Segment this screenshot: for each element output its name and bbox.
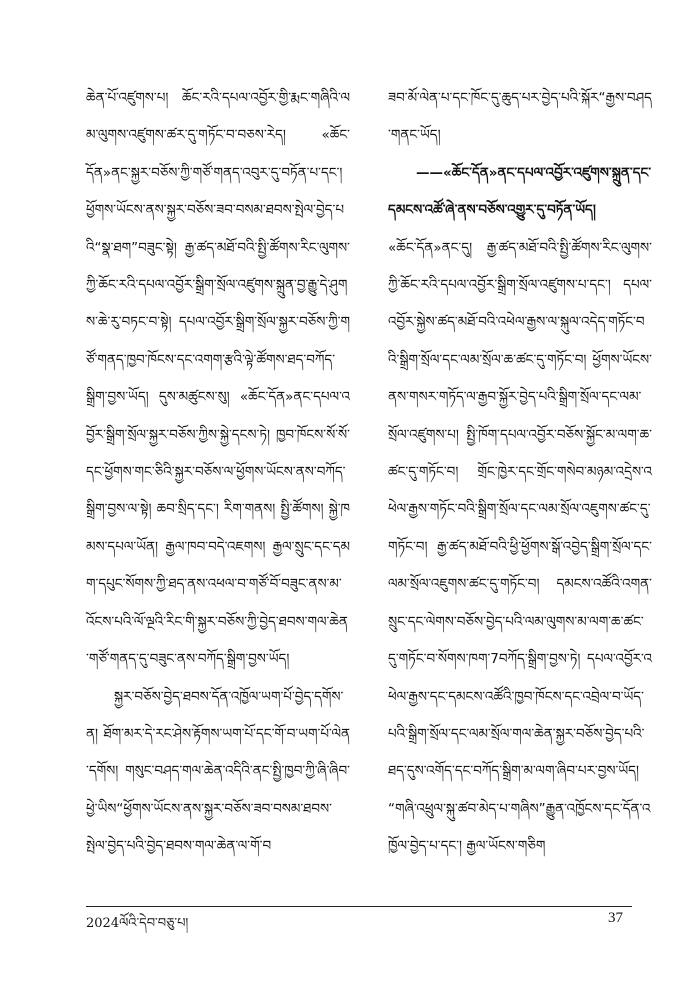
body-paragraph: «ཆོང་དོན»ནང་དུ། རྒྱ་ཚད་མཐོ་བའི་སྤྱི་ཚོགས་རིང་ལུགས་ཀྱི་ཆོང་རའི་དཔལ་འབྱོར་སྒྲིག་སྲོལ་འཛུགས་པ་དང་། དཔལ་འབྱོར་སྐྱེས་ཚད་མཐོ་བའི་འཕེལ་རྒྱས་ལ་སྐུལ་འདེད་གཏོང་བའི་སྒྲིག་སྲོལ་དང་ལམ་སྲོལ་ཆ་ཚང་དུ་གཏོང་བ། ཕྱོགས་ཡོངས་ནས་གསར་གཏོད་ལ་རྒྱབ་སྐྱོར་བྱེད་པའི་སྒྲིག་སྲོལ་དང་ལམ་སྲོལ་འཛུགས་པ། སྤྱི་ཁོག་དཔལ་འབྱོར་བཅོས་སྐྱོང་མ་ལག་ཆ་ཚང་དུ་གཏོང་བ། གྲོང་ཁྱེར་དང་གྲོང་གསེབ་མཉམ་འདྲེས་འཕེལ་རྒྱས་གཏོང་བའི་སྒྲིག་སྲོལ་དང་ལམ་སྲོལ་འཇུགས་ཚང་དུ་གཏོང་བ། རྒྱ་ཚད་མཐོ་བའི་ཕྱི་ཕྱོགས་སྒོ་འབྱེད་སྒྲིག་སྲོལ་དང་ལམ་སྲོལ་འཇུགས་ཚང་དུ་གཏོང་བ། དམངས་འཚོའི་འགན་སྲུང་དང་ལེགས་བཅོས་བྱེད་པའི་ལམ་ལུགས་མ་ལག་ཆ་ཚང་དུ་གཏོང་བ་སོགས་ཁག་7བཀོད་སྒྲིག་བྱས་ཏེ། དཔལ་འབྱོར་འཕེལ་རྒྱས་དང་དམངས་འཚོའི་ཁྱབ་ཁོངས་དང་འབྲེལ་བ་ཡོད་པའི་སྒྲིག་སྲོལ་དང་ལམ་སྲོལ་གལ་ཆེན་སྐྱར་བཅོས་བྱེད་པའི་ཐད་དུས་འགོད་དང་བཀོད་སྒྲིག་མ་ལག་ཞིབ་པར་བྱས་ཡོད། “གཞི་འཕྲུལ་སྐུ་ཚབ་མེད་པ་གཞིས”རྒྱུན་འཁྱོངས་དང་དོན་འཁྱོལ་བྱེད་པ་དང་། རྒྱལ་ཡོངས་གཅིག bbox=[388, 239, 652, 855]
body-paragraph: ཟབ་མོ་ལེན་པ་དང་ཁོང་དུ་ཆུད་པར་བྱེད་པའི་སྐོར“རྒྱས་བཤད་གནང་ཡོད། bbox=[388, 90, 652, 144]
section-heading: ——«ཆོང་དོན»ནང་དཔལ་འབྱོར་འཛུགས་སྐྲུན་དང་དམངས་འཚོ་ཞེ་ནས་བཅོས་འགྱུར་དུ་བཏོན་ཡོད། bbox=[388, 164, 652, 219]
body-paragraph: སྐྱར་བཅོས་བྱེད་ཐབས་དོན་འཁྱོལ་ཡག་པོ་བྱེད་དགོས་ན། ཐོག་མར་དེ་རང་ཤེས་རྟོགས་ཡག་པོ་དང་གོ་བ་ཡག་པོ་ལེན་དགོས། གསུང་བཤད་གལ་ཆེན་འདིའི་ནང་སྤྱི་ཁྱབ་ཀྱི་ཞི་ཞིབ་ཕྱེ་ཡིས“ཕྱོགས་ཡོངས་ནས་སྐྱར་བཅོས་ཟབ་བསམ་ཐབས་སྤེལ་བྱེད་པའི་བྱེད་ཐབས་གལ་ཆེན་ལ་གོ་བ bbox=[86, 688, 350, 855]
footer-issue-label: 2024ལོའི་དེབ་བཅུ་པ། bbox=[86, 916, 189, 931]
footer-rule bbox=[86, 906, 632, 907]
page-number: 37 bbox=[608, 910, 623, 926]
left-text-column bbox=[86, 80, 350, 866]
right-text-column bbox=[388, 80, 652, 866]
body-paragraph: ཆེན་པོ་འཛུགས་པ། ཆོང་རའི་དཔལ་འབྱོར་གྱི་རྨང་གཞིའི་ལམ་ལུགས་འཛུགས་ཚར་དུ་གཏོང་བ་བཅས་རེད། «ཆོང་དོན»ནང་སྐྱར་བཅོས་ཀྱི་གཙོ་གནད་འབུར་དུ་བཏོན་པ་དང་། ཕྱོགས་ཡོངས་ནས་སྐྱར་བཅོས་ཟབ་བསམ་ཐབས་སྤེལ་བྱེད་པའི“སྣ་ཐག”བཟུང་སྟེ། རྒྱ་ཚད་མཐོ་བའི་སྤྱི་ཚོགས་རིང་ལུགས་ཀྱི་ཆོང་རའི་དཔལ་འབྱོར་སྒྲིག་སྲོལ་འཛུགས་སྐྲུན་བྱ་རྒྱུ་དེ་ཤུགས་ཆེ་རུ་བཏང་བ་སྟེ། དཔལ་འབྱོར་སྒྲིག་སྲོལ་སྐྱར་བཅོས་ཀྱི་གཙོ་གནད་ཁྱབ་ཁོངས་དང་འགག་རྩའི་ལྟེ་ཚོགས་ཐད་བཀོད་སྒྲིག་བྱས་ཡོད། དུས་མཚུངས་སུ། «ཆོང་དོན»ནང་དཔལ་འབྱོར་སྒྲིག་སྲོལ་སྐྱར་བཅོས་ཀྱིས་སྐྱེ་དངས་ཏེ། ཁྱབ་ཁོངས་སོ་སོ་དང་ཕྱོགས་གང་ཅིའི་སྐྱར་བཅོས་ལ་ཕྱོགས་ཡོངས་ནས་བཀོད་སྒྲིག་བྱས་ལ་སྟེ། ཆབ་སྲིད་དང་། རིག་གནས། སྤྱི་ཚོགས། སྐྱེ་ཁམས་དཔལ་ཡོན། རྒྱལ་ཁབ་བདེ་འཇགས། རྒྱལ་སྲུང་དང་དམག་དཔུང་སོགས་ཀྱི་ཐད་ནས་འཕལ་བ་གཙོ་བོ་བཟུང་ནས་མ་འོངས་པའི་ལོ་ལྔའི་རིང་གི་སྐྱར་བཅོས་ཀྱི་བྱེད་ཐབས་གལ་ཆེན་གཙོ་གནད་དུ་བཟུང་ནས་བཀོད་སྒྲིག་བྱས་ཡོད། bbox=[86, 90, 350, 668]
